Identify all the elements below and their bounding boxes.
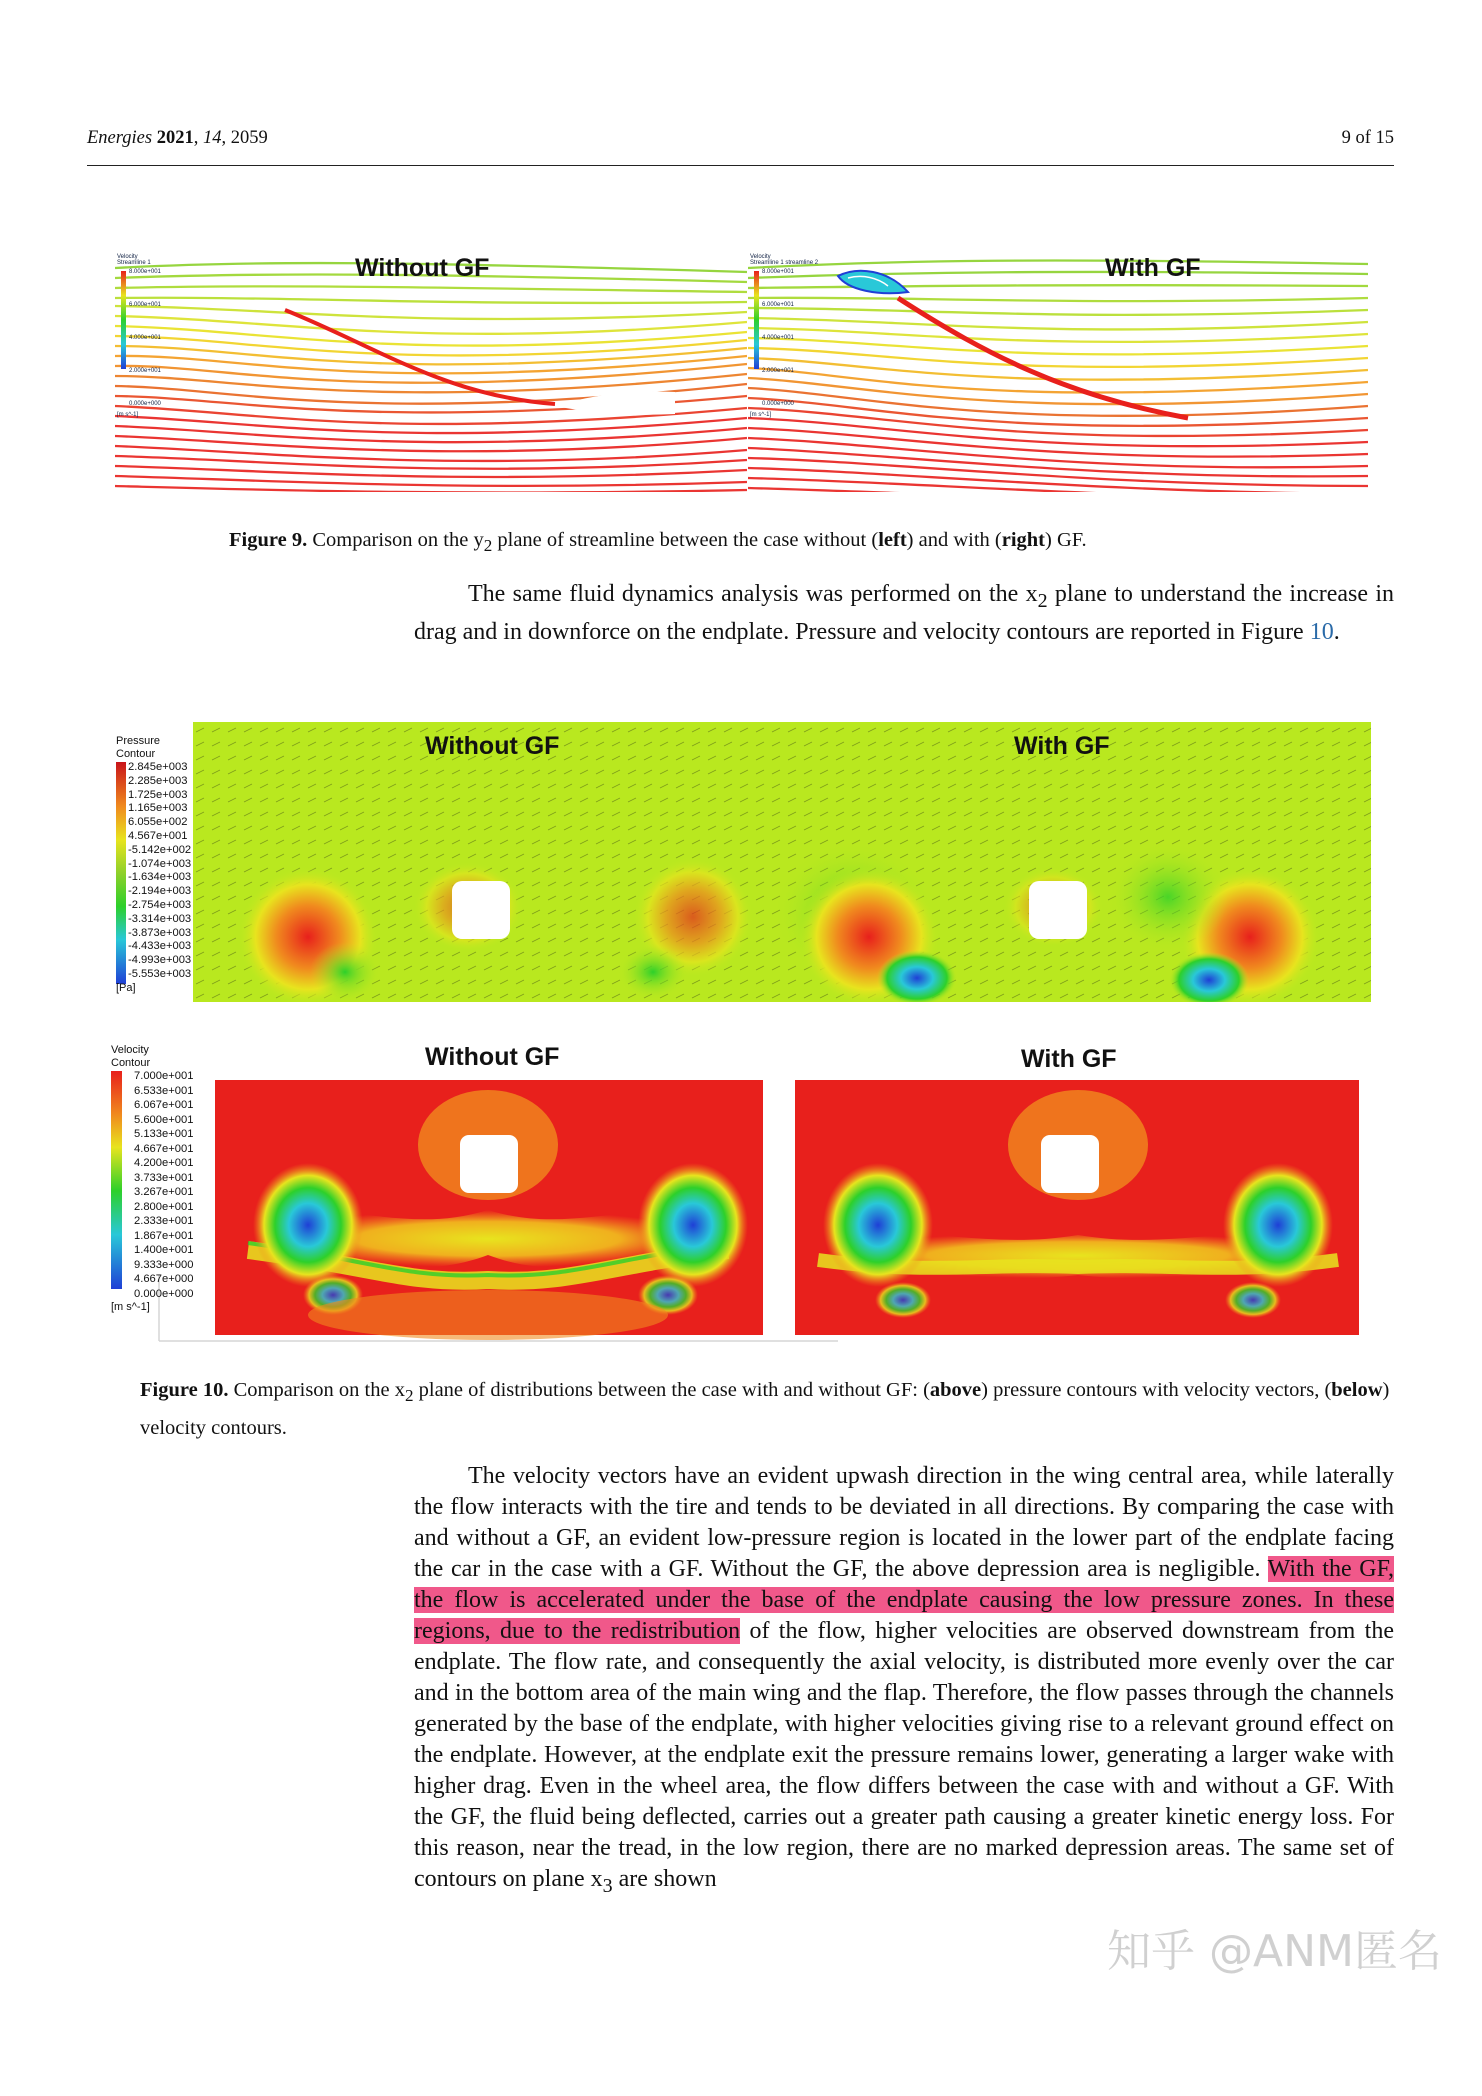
velocity-tick: 6.533e+001 [134, 1084, 194, 1097]
figure10-velocity-legend-title: Velocity Contour [111, 1044, 151, 1069]
figure9-right-legend-title: Velocity Streamline 1 streamline 2 [750, 254, 819, 266]
velocity-tick: 2.333e+001 [134, 1215, 194, 1227]
figure10-velocity-title-right: With GF [1021, 1045, 1117, 1073]
pressure-tick: -2.194e+003 [128, 885, 192, 898]
pressure-tick: -4.433e+003 [128, 940, 192, 953]
figure10-pressure-legend-ticks [128, 761, 191, 982]
figure-10-link[interactable]: 10 [1309, 618, 1334, 645]
figure10-velocity-legend-ticks [134, 1069, 193, 1301]
pressure-tick: 2.845e+003 [128, 761, 188, 773]
pressure-tick: -1.074e+003 [128, 857, 192, 870]
velocity-tick: 1.867e+001 [134, 1229, 194, 1242]
velocity-tick: 3.267e+001 [134, 1186, 194, 1198]
velocity-tick: 4.200e+001 [134, 1157, 194, 1169]
figure9-left-tick-4: 2.000e+001 [129, 368, 161, 374]
figure10-pressure-legend-title: Pressure Contour [116, 735, 161, 760]
figure10-caption: Figure 10. Comparison on the $x_2$ plane of distributions between the case with and without GF: (above) pressure contours with velocity vectors, (below) velocity contours. [140, 1379, 1390, 1440]
pressure-tick: -4.993e+003 [128, 954, 192, 967]
pressure-tick: -5.553e+003 [128, 967, 192, 980]
figure10-pressure-unit: [Pa] [116, 982, 136, 994]
figure9-left-streamline-image [115, 246, 747, 492]
velocity-tick: 6.067e+001 [134, 1099, 194, 1111]
pressure-tick: 6.055e+002 [128, 816, 188, 829]
paragraph-1: The same fluid dynamics analysis was performed on the $x_2$ plane to understand the increase in drag and in downforce on the endplate. Pressure and velocity contours are reported in Figure 10. [414, 581, 1394, 645]
velocity-tick: 4.667e+001 [134, 1142, 194, 1155]
pressure-tick: -3.314e+003 [128, 912, 192, 925]
velocity-tick: 2.800e+001 [134, 1200, 194, 1213]
pressure-tick: 4.567e+001 [128, 829, 188, 842]
header-rule [87, 165, 1394, 166]
velocity-tick: 5.600e+001 [134, 1113, 194, 1126]
page-number: 9 of 15 [1341, 128, 1394, 148]
velocity-tick: 0.000e+000 [134, 1287, 194, 1300]
velocity-tick: 3.733e+001 [134, 1171, 194, 1184]
figure9-left-tick-3: 4.000e+001 [129, 335, 161, 341]
figure9-right-tick-2: 6.000e+001 [762, 302, 794, 308]
journal-citation: Energies 2021, 14, 2059 [87, 128, 268, 148]
pressure-tick: 1.725e+003 [128, 788, 188, 801]
pressure-tick: -5.142e+002 [128, 843, 192, 856]
figure9-caption: Figure 9. Comparison on the $y_2$ plane of streamline between the case without (left) and with (right) GF. [229, 529, 1087, 556]
figure10-pressure-contour-image [113, 722, 1371, 1002]
pressure-tick: 1.165e+003 [128, 802, 188, 815]
figure9-right-tick-5: 0.000e+000 [762, 401, 794, 407]
figure9-left-tick-2: 6.000e+001 [129, 302, 161, 308]
figure9-right-tick-4: 2.000e+001 [762, 368, 794, 374]
figure9-left-title: Without GF [355, 254, 490, 282]
figure9-left-tick-5: 0.000e+000 [129, 401, 161, 407]
figure9-right-unit: [m s^-1] [750, 412, 772, 418]
velocity-tick: 7.000e+001 [134, 1070, 194, 1082]
velocity-tick: 9.333e+000 [134, 1258, 194, 1271]
velocity-tick: 5.133e+001 [134, 1128, 194, 1140]
figure9-left-legend-title: Velocity Streamline 1 [117, 254, 151, 266]
watermark: 知乎 @ANM匿名 [1107, 1926, 1442, 1977]
pressure-tick: -3.873e+003 [128, 926, 192, 939]
pressure-tick: -2.754e+003 [128, 898, 192, 911]
figure9-right-streamline-image [748, 246, 1368, 492]
figure10-pressure-title-right: With GF [1014, 732, 1110, 760]
figure10-pressure-title-left: Without GF [425, 732, 560, 760]
figure9-right-title: With GF [1105, 254, 1201, 282]
figure9-right-tick-3: 4.000e+001 [762, 335, 794, 341]
figure10-velocity-contour-image [108, 1035, 1371, 1345]
figure10-velocity-unit: [m s^-1] [111, 1301, 150, 1313]
velocity-tick: 1.400e+001 [134, 1244, 194, 1256]
paragraph-2: The velocity vectors have an evident upwash direction in the wing central area, while laterally the flow interacts with the tire and tends to be deviated in all directions. By comparing the case with and without a GF, an evident low-pressure region is located in the lower part of the endplate facing the car in the case with a GF. Without the GF, the above depression area is negligible. With the GF, the flow is accelerated under the base of the endplate causing the low pressure zones. In these regions, due to the redistribution of the flow, higher velocities are observed downstream from the endplate. The flow rate, and consequently the axial velocity, is distributed more evenly over the car and in the bottom area of the main wing and the flap. Therefore, the flow passes through the channels generated by the base of the endplate, with higher velocities giving rise to a relevant ground effect on the endplate. However, at the endplate exit the pressure remains lower, generating a larger wake with higher drag. Even in the wheel area, the flow differs between the case with and without a GF. With the GF, the fluid being deflected, carries out a greater path causing a greater kinetic energy loss. For this reason, near the tread, in the low region, there are no marked depression areas. The same set of contours on plane $x_3$ are shown [414, 1463, 1395, 1897]
pressure-tick: 2.285e+003 [128, 774, 188, 787]
figure9-right-tick-1: 8.000e+001 [762, 269, 794, 275]
pressure-tick: -1.634e+003 [128, 871, 192, 884]
highlighted-text: With the GF, the flow is accelerated under the base of the endplate causing the low pressure zones. In these regions, due to the redistribution [414, 1556, 1395, 1644]
velocity-tick: 4.667e+000 [134, 1273, 194, 1285]
figure10-velocity-title-left: Without GF [425, 1043, 560, 1071]
figure9-left-unit: [m s^-1] [117, 412, 139, 418]
figure9-left-tick-1: 8.000e+001 [129, 269, 161, 275]
